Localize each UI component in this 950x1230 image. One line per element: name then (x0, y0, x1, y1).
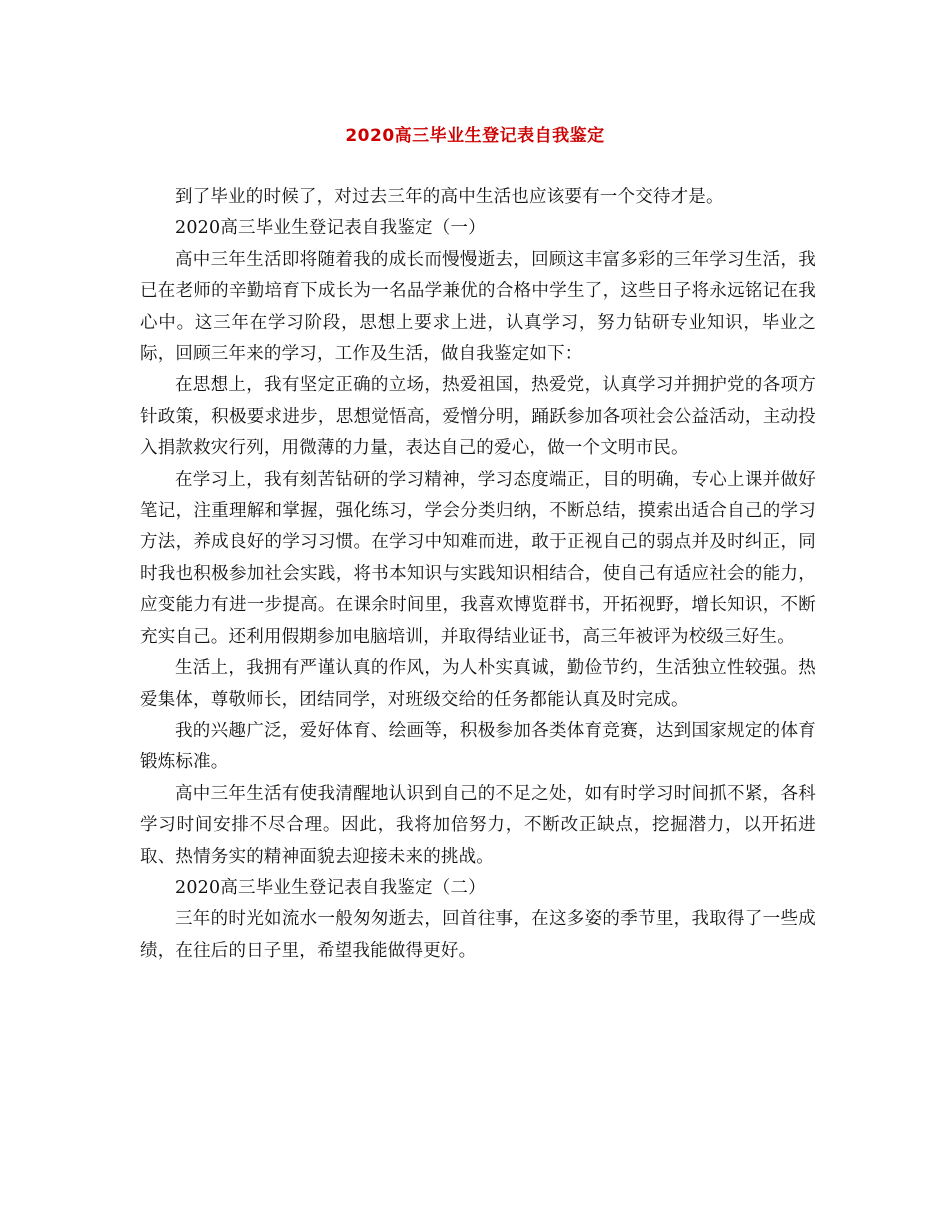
paragraph: 在学习上，我有刻苦钻研的学习精神，学习态度端正，目的明确，专心上课并做好笔记，注重理解和掌握，强化练习，学会分类归纳，不断总结，摸索出适合自己的学习方法，养成良好的学习习惯。在学习中知难而进，敢于正视自己的弱点并及时纠正，同时我也积极参加社会实践，将书本知识与实践知识相结合，使自己有适应社会的能力，应变能力有进一步提高。在课余时间里，我喜欢博览群书，开拓视野，增长知识，不断充实自己。还利用假期参加电脑培训，并取得结业证书，高三年被评为校级三好生。 (140, 469, 816, 647)
section-heading-1: 2020高三毕业生登记表自我鉴定（一） (175, 218, 486, 239)
document-body (140, 182, 816, 967)
section-heading-2: 2020高三毕业生登记表自我鉴定（二） (175, 877, 486, 898)
paragraph: 高中三年生活即将随着我的成长而慢慢逝去，回顾这丰富多彩的三年学习生活，我已在老师的辛勤培育下成长为一名品学兼优的合格中学生了，这些日子将永远铭记在我心中。这三年在学习阶段，思想上要求上进，认真学习，努力钻研专业知识，毕业之际，回顾三年来的学习，工作及生活，做自我鉴定如下： (140, 249, 816, 365)
paragraph: 我的兴趣广泛，爱好体育、绘画等，积极参加各类体育竞赛，达到国家规定的体育锻炼标准。 (140, 720, 816, 773)
document-title: 2020高三毕业生登记表自我鉴定 (345, 126, 605, 146)
paragraph: 在思想上，我有坚定正确的立场，热爱祖国，热爱党，认真学习并拥护党的各项方针政策，积极要求进步，思想觉悟高，爱憎分明，踊跃参加各项社会公益活动，主动投入捐款救灾行列，用微薄的力量，表达自己的爱心，做一个文明市民。 (140, 375, 816, 459)
paragraph: 高中三年生活有使我清醒地认识到自己的不足之处，如有时学习时间抓不紧，各科学习时间安排不尽合理。因此，我将加倍努力，不断改正缺点，挖掘潜力，以开拓进取、热情务实的精神面貌去迎接未来的挑战。 (140, 783, 816, 867)
paragraph: 生活上，我拥有严谨认真的作风，为人朴实真诚，勤俭节约，生活独立性较强。热爱集体，尊敬师长，团结同学，对班级交给的任务都能认真及时完成。 (140, 658, 816, 710)
paragraph: 三年的时光如流水一般匆匆逝去，回首往事，在这多姿的季节里，我取得了一些成绩，在往后的日子里，希望我能做得更好。 (140, 909, 816, 961)
paragraph-intro: 到了毕业的时候了，对过去三年的高中生活也应该要有一个交待才是。 (175, 187, 724, 207)
